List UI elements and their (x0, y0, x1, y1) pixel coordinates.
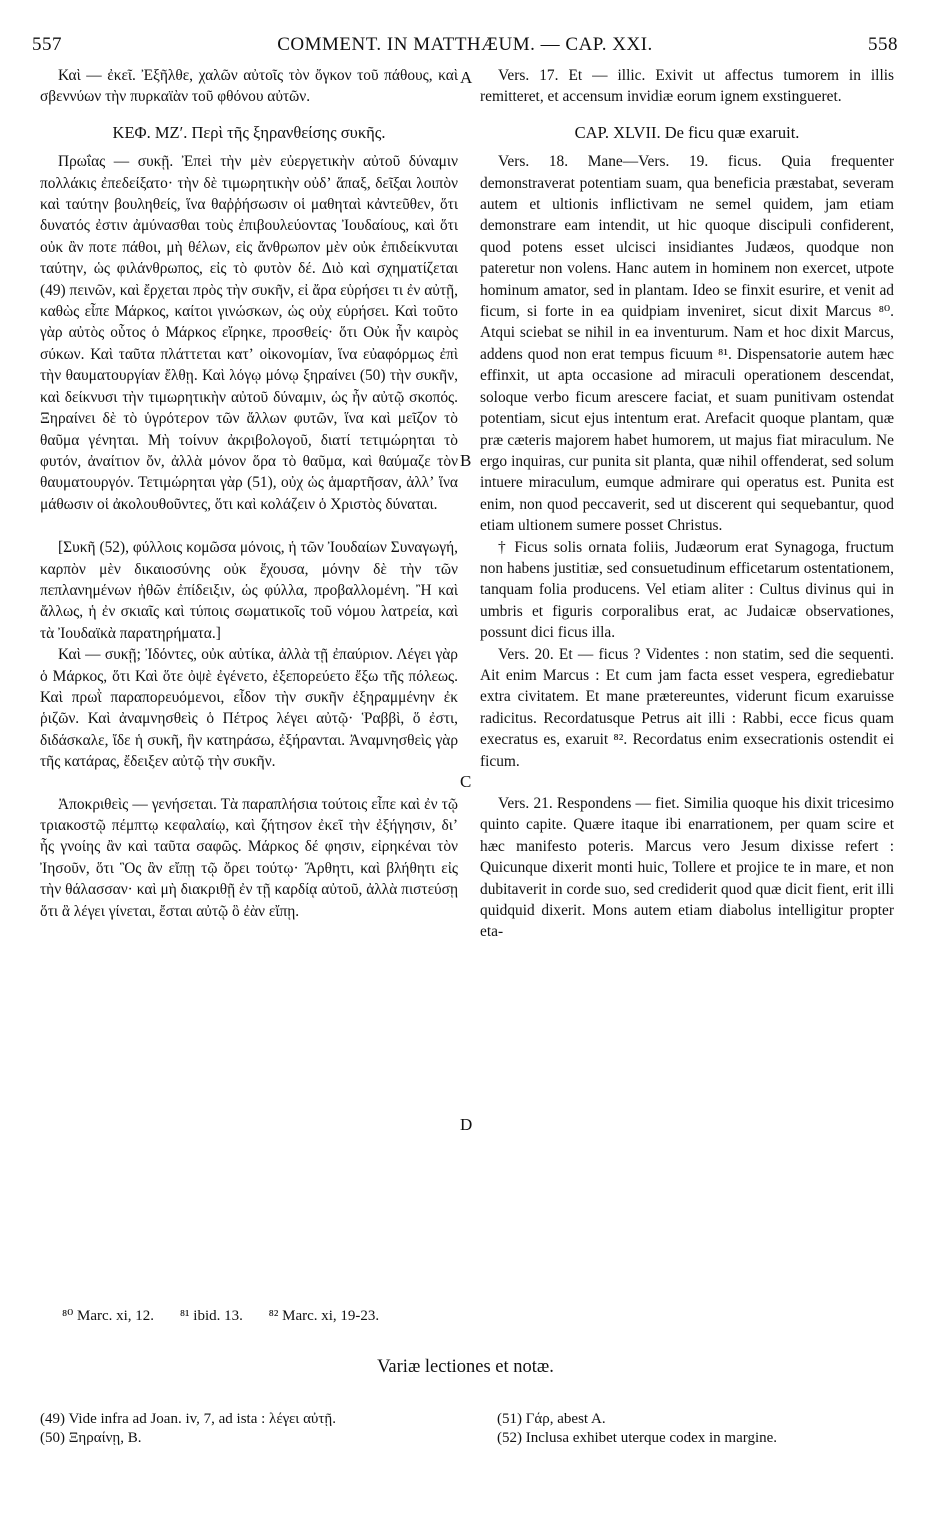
footnote: ⁸² Marc. xi, 19-23. (268, 1308, 380, 1324)
spacer (40, 515, 458, 537)
margin-letter-b: B (460, 451, 472, 470)
variae-title: Variæ lectiones et notæ. (377, 1357, 554, 1377)
latin-paragraph: Vers. 20. Et — ficus ? Videntes : non statim, sed die sequenti. Ait enim Marcus : Et cum jam facta esset vespera, egrediebatur extra civitatem. Et mane prætereuntes, viderunt ficum exaruisse radicitus. Recordatusque Petrus ait illi : Rabbi, ecce ficus quam execratus es, exaruit ⁸². Recordatus enim exsecrationis ostendit ei ficum. (480, 645, 894, 770)
latin-paragraph: Vers. 18. Mane—Vers. 19. ficus. Quia frequenter demonstraverat potentiam suam, qua beneficia præstabat, severam autem et ultionis inflictivam ne semel quidem, jam etiam demonstrare eam intendit, ut hic quoque discipuli confiderent, quod potens esset ulcisci insidiantes Judæos, quodque non pateretur non volens. Hanc autem in hominem non exercet, utpote hominum amator, sed in plantam. Ideo se finxit esurire, et venit ad ficum, si forte in ea quidpiam inveniret, sicut dixit Marcus ⁸⁰. Atqui sciebat se nihil in ea inventurum. Nam et hoc dixit Marcus, addens quod non erat tempus ficuum ⁸¹. Dispensatorie autem hæc effinxit, ut apta occasione ad miraculi operationem descendat, soloque verbo ficum arescere faciat, et suam punitivam ostendat potentiam, sicut ejus intentum erat. Arefacit quoque plantam, quæ præ cæteris majorem habet humorem, ut majus fiat miraculum. Ne ergo inquiras, cur punita sit planta, quæ nihil offenderat, sed solum intuere miraculum, eumque admirare qui operatus est. Punita est enim, non quod peccaverit, sed ut discerent qui sequebantur, quod etiam ultionem sumere posset Christus. (480, 153, 894, 535)
variant-note: (52) Inclusa exhibet uterque codex in margine. (497, 1430, 778, 1446)
greek-paragraph: [Συκῆ (52), φύλλοις κομῶσα μόνοις, ἡ τῶν Ἰουδαίων Συναγωγή, καρπὸν μὲν δικαιοσύνης οὐκ ἔχουσα, μόνην δὲ τὴν τῶν πεπλανημένων ἠθῶν ἐπίδειξιν, ὡς φύλλα, προβαλλομένη. Ἢ καὶ ἄλλως, ἡ ἐν σκιαῖς καὶ τύποις σωματικοῖς τοῦ νόμου λατρεία, καὶ τὰ Ἰουδαϊκὰ παρατηρήματα.] (40, 539, 458, 642)
margin-letter-c: C (460, 772, 472, 791)
latin-paragraph: Vers. 17. Et — illic. Exivit ut affectus tumorem in illis remitteret, et accensum invidiæ eorum ignem exstingueret. (480, 67, 894, 106)
variant-note: (49) Vide infra ad Joan. iv, 7, ad ista : λέγει αὐτῇ. (40, 1411, 336, 1427)
variant-note: (50) Ξηραίνῃ, B. (40, 1430, 142, 1446)
variant-note: (51) Γάρ, abest A. (497, 1411, 606, 1427)
margin-letter-a: A (460, 68, 473, 87)
page-number-right: 558 (868, 34, 898, 55)
footnote: ⁸⁰ Marc. xi, 12. (62, 1308, 155, 1324)
margin-letter-d: D (460, 1115, 473, 1134)
spacer (480, 772, 894, 793)
latin-paragraph: † Ficus solis ornata foliis, Judæorum erat Synagoga, fructum non habens justitiæ, sed consuetudinum efficetarum ostentationem, tanquam folia producens. Vel etiam aliter : Cultus divinus qui in umbris et figuris corporalibus erat, ac Judaicæ observationes, possunt dici ficus illa. (480, 538, 894, 642)
greek-column (40, 65, 458, 922)
greek-paragraph: Καὶ — συκῇ; Ἰδόντες, οὐκ αὐτίκα, ἀλλὰ τῇ ἐπαύριον. Λέγει γὰρ ὁ Μάρκος, ὅτι Καὶ ὅτε ὀψὲ ἐγένετο, ἐξεπορεύετο ἔξω τῆς πόλεως. Καὶ πρωῒ παραπορευόμενοι, εἶδον τὴν συκῆν ἐξηραμμένην ἐκ ῥιζῶν. Καὶ ἀναμνησθεὶς ὁ Πέτρος λέγει αὐτῷ· Ῥαββὶ, ὅ ἐστι, διδάσκαλε, ἴδε ἡ συκῆ, ἣν κατηράσω, ἐξήρανται. Ἀναμνησθεὶς γὰρ τῆς κατάρας, ἔδειξεν αὐτῷ τὴν συκῆν. (40, 646, 458, 771)
latin-column (480, 65, 894, 943)
footnote: ⁸¹ ibid. 13. (179, 1308, 243, 1324)
greek-paragraph: Καὶ — ἐκεῖ. Ἐξῆλθε, χαλῶν αὐτοῖς τὸν ὄγκον τοῦ πάθους, καὶ σβεννύων τὴν πυρκαϊὰν τοῦ φθόνου αὐτῶν. (40, 67, 458, 106)
source-footnotes (62, 1306, 562, 1325)
running-title: COMMENT. IN MATTHÆUM. — CAP. XXI. (277, 34, 653, 55)
variae-right (497, 1410, 907, 1448)
running-header (32, 34, 898, 60)
latin-chapter-heading: CAP. XLVII. De ficu quæ exaruit. (574, 122, 800, 142)
greek-paragraph: Ἀποκριθεὶς — γενήσεται. Τὰ παραπλήσια τούτοις εἶπε καὶ ἐν τῷ τριακοστῷ πέμπτῳ κεφαλαίῳ, καὶ ζήτησον ἐκεῖ τὴν ἐξήγησιν, διʼ ἧς γνοίης ἂν καὶ ταῦτα σαφῶς. Μάρκος δέ φησιν, εἰρηκέναι τὸν Ἰησοῦν, ὅτι Ὃς ἂν εἴπῃ τῷ ὄρει τούτῳ· Ἄρθητι, καὶ βλήθητι εἰς τὴν θάλασσαν· καὶ μὴ διακριθῇ ἐν τῇ καρδίᾳ αὐτοῦ, ἀλλὰ πιστεύσῃ ὅτι ἃ λέγει γίνεται, ἔσται αὐτῷ ὃ ἐὰν εἴπῃ. (40, 795, 458, 920)
latin-paragraph: Vers. 21. Respondens — fiet. Similia quoque his dixit tricesimo quinto capite. Quære itaque ibi enarrationem, per quam scire et hæc manifesto poteris. Marcus vero Jesum dixisse refert : Quicunque dixerit monti huic, Tollere et projice te in mare, et non dubitaverit in corde suo, sed crediderit quod quæ dicit fient, erit illi quidquid dixerit. Mons autem etiam diabolus intelligitur propter eta- (480, 795, 894, 941)
spacer (40, 773, 458, 794)
page-number-left: 557 (32, 34, 62, 55)
variae-left (40, 1410, 458, 1448)
greek-chapter-heading: ΚΕΦ. ΜΖʹ. Περὶ τῆς ξηρανθείσης συκῆς. (112, 122, 386, 142)
greek-paragraph: Πρωΐας — συκῇ. Ἐπεὶ τὴν μὲν εὐεργετικὴν αὐτοῦ δύναμιν πολλάκις ἐπεδείξατο· τὴν δὲ τιμωρητικὴν οὐδʼ ἅπαξ, δεῖξαι λοιπὸν καὶ ταύτην βουληθείς, ἵνα θαῤῥήσωσιν οἱ μαθηταὶ κἀντεῦθεν, ὅτι δυνατός ἐστιν ἀμύνασθαι τοὺς ἐπιβουλεύοντας Ἰουδαίους, καὶ ὅτι οὐκ ἂν ποτε πάθοι, μὴ θέλων, εἰς ἄνθρωπον μὲν οὐκ ἐπιδείκνυται ταύτην, ὡς φιλάνθρωπος, εἰς τὸ φυτὸν δέ. Διὸ καὶ σχηματίζεται (49) πεινῶν, καὶ ἔρχεται πρὸς τὴν συκῆν, εἰ ἄρα εὑρήσει τι ἐν αὐτῇ, καθὼς εἶπε Μάρκος, καίτοι γινώσκων, ὡς οὐχ εὑρήσει. Καὶ τοῦτο γὰρ αὐτὸς οὗτος ὁ Μάρκος εἴρηκε, προσθείς· ὅτι Οὐκ ἦν καιρὸς σύκων. Καὶ ταῦτα πλάττεται κατʼ οἰκονομίαν, ἵνα εὐαφόρμως ἐπὶ τὴν θαυματουργίαν ἔλθῃ. Καὶ λόγῳ μόνῳ ξηραίνει (50) τὴν συκῆν, καὶ δείκνυσι τὴν τιμωρητικὴν αὐτοῦ δύναμιν, ὡς ἦν αὐτῷ σκοπός. Ξηραίνει δὲ τὸ ὑγρότερον τῶν ἄλλων φυτῶν, ἵνα καὶ μεῖζον τὸ θαῦμα γένηται. Μὴ τοίνυν ἀκριβολογοῦ, διατί τετιμώρηται τὸ φυτόν, ἀναίτιον ὄν, ἀλλὰ μόνον ὅρα τὸ θαῦμα, καὶ θαύμαζε τὸν θαυματουργόν. Τετιμώρηται γὰρ (51), οὐχ ὡς ἁμαρτῆσαν, ἀλλʼ ἵνα μάθωσιν οἱ ἀκολουθοῦντες, ὅτι καὶ κολάζειν ὁ Χριστὸς δύναται. (40, 153, 458, 513)
